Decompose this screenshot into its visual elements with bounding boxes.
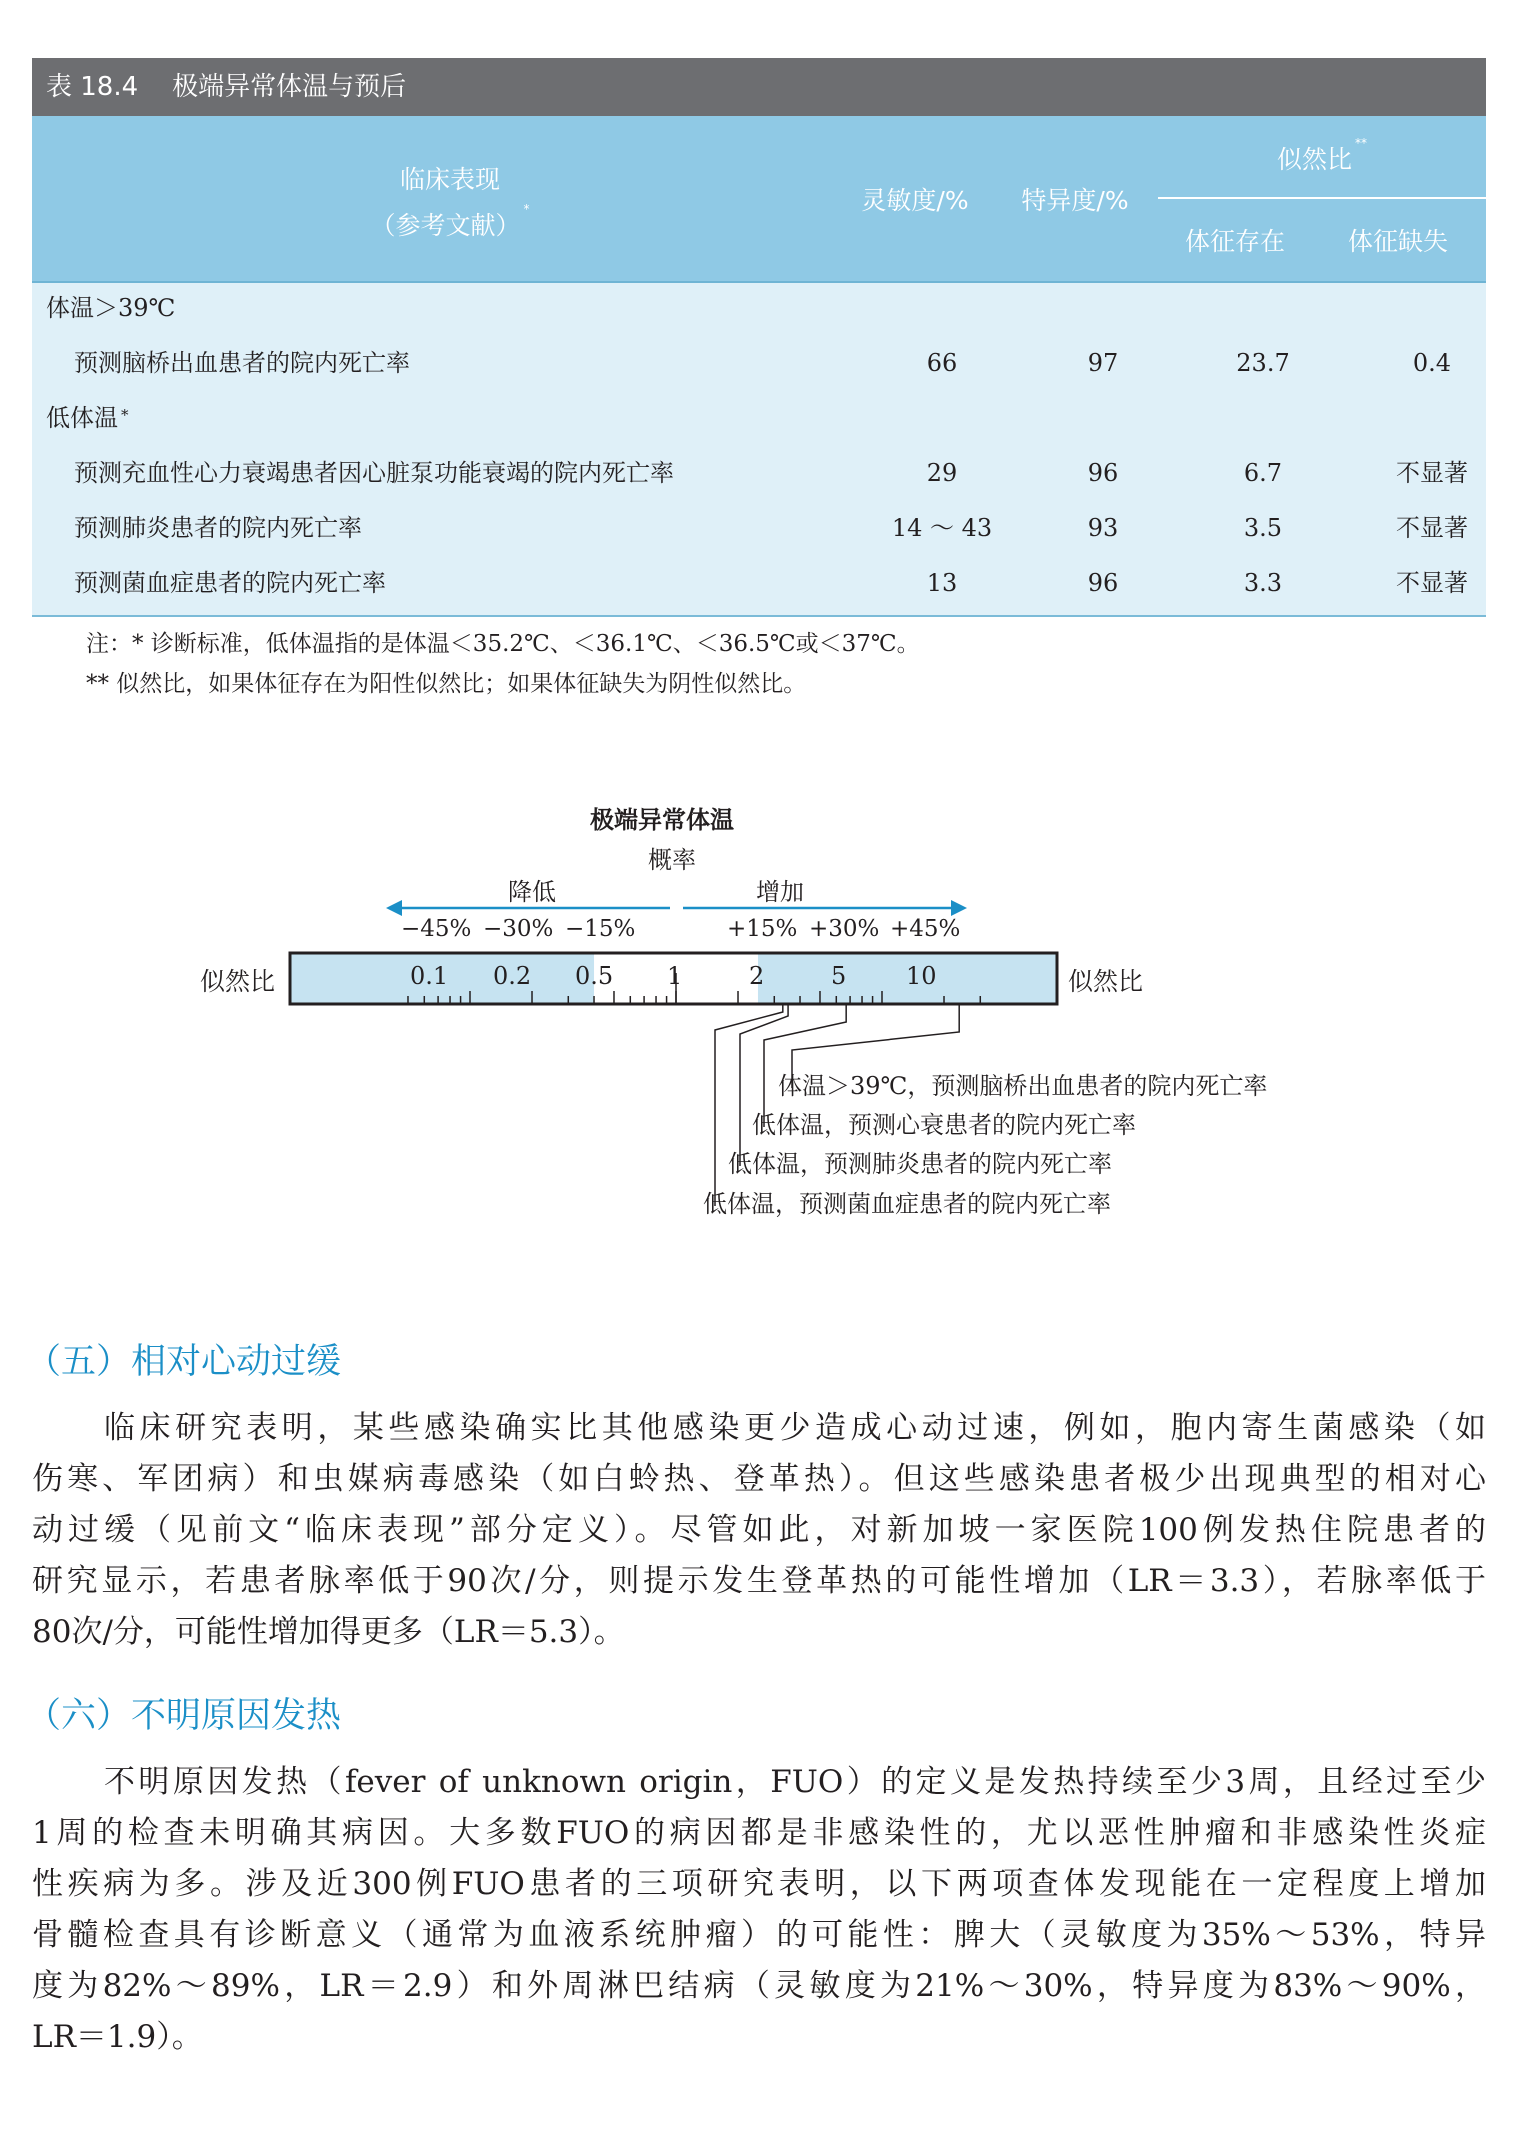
- scale-label-2: 2: [749, 962, 765, 990]
- header-lr-present: 体征存在: [1184, 227, 1285, 256]
- increase-label: 增加: [756, 878, 804, 906]
- section-heading-6: （六）不明原因发热: [26, 1696, 342, 1736]
- cell-lr-absent: 不显著: [1396, 514, 1468, 542]
- paragraph-line: LR＝1.9）。: [32, 2019, 203, 2055]
- table-label: 表 18.4: [46, 72, 139, 102]
- cell-lr-present: 3.5: [1243, 514, 1283, 542]
- paragraph-line: 80次/分，可能性增加得更多（LR＝5.3）。: [32, 1614, 625, 1650]
- paragraph-line: 伤寒、军团病）和虫媒病毒感染（如白蛉热、登革热）。但这些感染患者极少出现典型的相对心: [32, 1461, 1486, 1497]
- row-label: 预测脑桥出血患者的院内死亡率: [74, 349, 410, 377]
- paragraph-line: 动过缓（见前文“临床表现”部分定义）。尽管如此，对新加坡一家医院100例发热住院患者的: [32, 1512, 1486, 1548]
- paragraph-line: 1周的检查未明确其病因。大多数FUO的病因都是非感染性的，尤以恶性肿瘤和非感染性炎症: [32, 1815, 1486, 1851]
- increase-tick-15: +15%: [727, 916, 798, 942]
- finding-label-1: 体温＞39℃，预测脑桥出血患者的院内死亡率: [778, 1072, 1268, 1100]
- section-5-paragraph: [32, 1403, 1486, 1658]
- increase-tick-30: +30%: [809, 916, 880, 942]
- table-note-1: 注：* 诊断标准，低体温指的是体温＜35.2℃、＜36.1℃、＜36.5℃或＜37℃。: [86, 631, 920, 657]
- cell-specificity: 97: [1087, 349, 1119, 377]
- cell-sensitivity: 13: [926, 569, 958, 597]
- paragraph-line: 骨髓检查具有诊断意义（通常为血液系统肿瘤）的可能性：脾大（灵敏度为35%～53%，特异: [32, 1917, 1486, 1953]
- section-heading-5: （五）相对心动过缓: [26, 1342, 342, 1382]
- finding-label-4: 低体温，预测菌血症患者的院内死亡率: [703, 1190, 1111, 1218]
- decrease-tick-15: −15%: [565, 916, 636, 942]
- increase-arrow-head: [951, 900, 967, 916]
- paragraph-line: 性疾病为多。涉及近300例FUO患者的三项研究表明，以下两项查体发现能在一定程度上增加: [32, 1866, 1486, 1902]
- scale-label-10: 10: [906, 962, 937, 990]
- finding-label-3: 低体温，预测肺炎患者的院内死亡率: [728, 1150, 1112, 1178]
- group-label: 体温＞39℃: [46, 294, 176, 322]
- table-note-2: ** 似然比，如果体征存在为阳性似然比；如果体征缺失为阴性似然比。: [86, 671, 807, 697]
- cell-sensitivity: 29: [926, 459, 958, 487]
- group-label: 低体温 *: [46, 404, 129, 432]
- finding-label-2: 低体温，预测心衰患者的院内死亡率: [752, 1111, 1136, 1139]
- cell-sensitivity: 14 ～ 43: [891, 514, 993, 542]
- paragraph-line: 不明原因发热（fever of unknown origin，FUO）的定义是发热持续至少3周，且经过至少: [104, 1764, 1486, 1800]
- cell-lr-absent: 0.4: [1412, 349, 1452, 377]
- row-label: 预测充血性心力衰竭患者因心脏泵功能衰竭的院内死亡率: [74, 459, 674, 487]
- scale-label-5: 5: [831, 962, 847, 990]
- paragraph-line: 度为82%～89%，LR＝2.9）和外周淋巴结病（灵敏度为21%～30%，特异度为83%～90%，: [32, 1968, 1486, 2004]
- axis-label-left: 似然比: [200, 967, 276, 996]
- scale-label-0.2: 0.2: [493, 962, 532, 990]
- scale-label-1: 1: [667, 962, 683, 990]
- header-finding-line2: （参考文献）*: [370, 202, 530, 240]
- header-finding-line1: 临床表现: [399, 165, 500, 194]
- decrease-label: 降低: [508, 878, 556, 906]
- cell-sensitivity: 66: [926, 349, 958, 377]
- nomogram-subtitle: 概率: [648, 846, 696, 874]
- header-specificity: 特异度/%: [1021, 186, 1129, 215]
- paragraph-line: 临床研究表明，某些感染确实比其他感染更少造成心动过速，例如，胞内寄生菌感染（如: [104, 1410, 1486, 1446]
- decrease-arrow-head: [386, 900, 402, 916]
- decrease-tick-45: −45%: [401, 916, 472, 942]
- nomogram-title: 极端异常体温: [590, 806, 734, 834]
- axis-label-right: 似然比: [1068, 967, 1144, 996]
- table-title: 极端异常体温与预后: [172, 72, 407, 102]
- scale-label-0.1: 0.1: [410, 962, 449, 990]
- cell-specificity: 93: [1087, 514, 1119, 542]
- header-lr-group: 似然比**: [1276, 136, 1367, 174]
- row-label: 预测菌血症患者的院内死亡率: [74, 569, 386, 597]
- cell-lr-present: 3.3: [1243, 569, 1283, 597]
- cell-lr-absent: 不显著: [1396, 459, 1468, 487]
- decrease-tick-30: −30%: [483, 916, 554, 942]
- row-label: 预测肺炎患者的院内死亡率: [74, 514, 362, 542]
- section-6-paragraph: [32, 1757, 1486, 2063]
- cell-lr-present: 6.7: [1243, 459, 1283, 487]
- header-sensitivity: 灵敏度/%: [861, 186, 969, 215]
- increase-tick-45: +45%: [890, 916, 961, 942]
- cell-lr-absent: 不显著: [1396, 569, 1468, 597]
- cell-specificity: 96: [1087, 459, 1119, 487]
- header-lr-absent: 体征缺失: [1347, 227, 1448, 256]
- cell-specificity: 96: [1087, 569, 1119, 597]
- cell-lr-present: 23.7: [1236, 349, 1290, 377]
- scale-label-0.5: 0.5: [575, 962, 614, 990]
- paragraph-line: 研究显示，若患者脉率低于90次/分，则提示发生登革热的可能性增加（LR＝3.3），若脉率低于: [32, 1563, 1486, 1599]
